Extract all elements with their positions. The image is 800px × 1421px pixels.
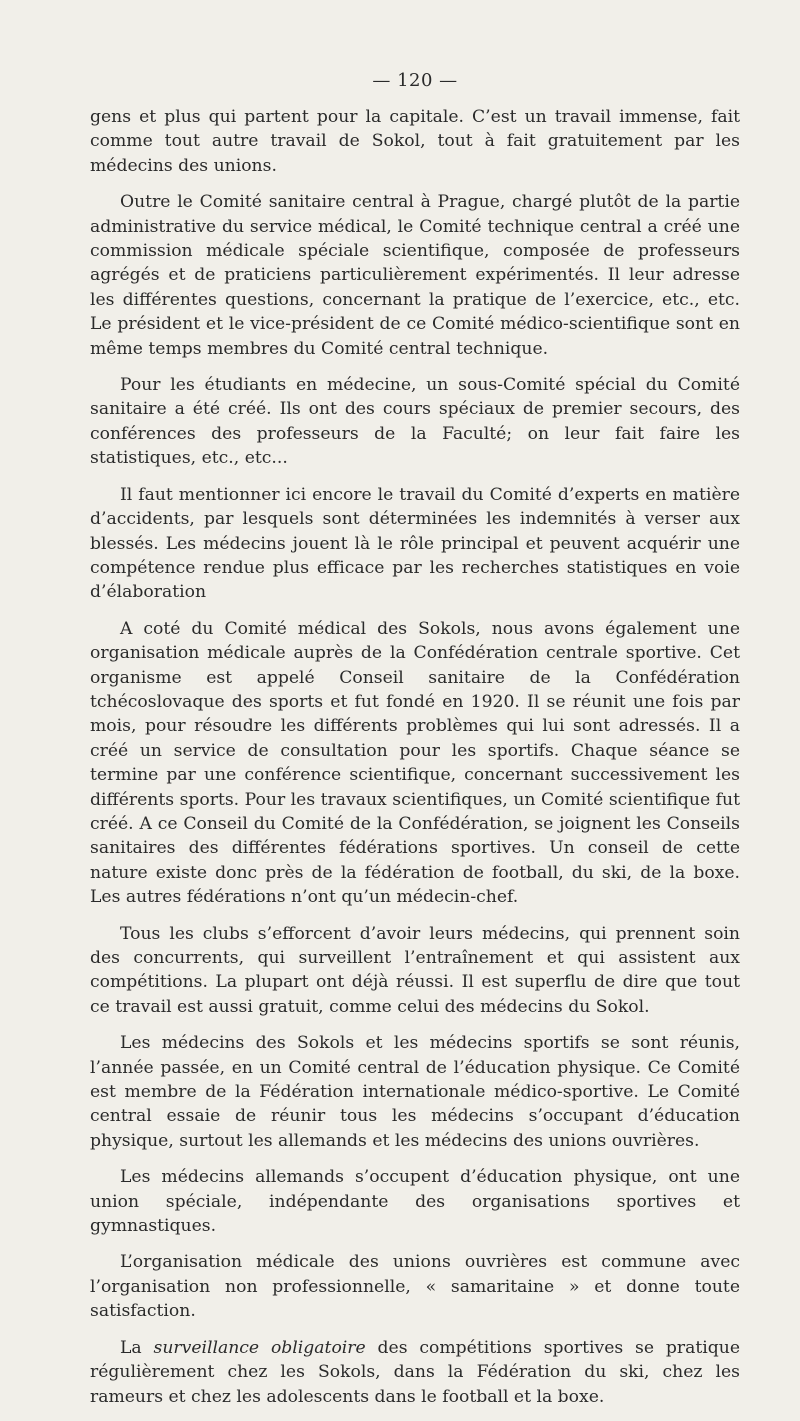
page-number: — 120 — — [372, 70, 458, 91]
paragraph-9: L’organisation médicale des unions ouvrières est commune avec l’organisation non professionnelle, « samaritaine » et donne toute satisfaction. — [90, 1252, 740, 1322]
paragraph-10-end: des compétitions sportives se pratique régulièrement chez les Sokols, dans la Fédération du ski, chez les rameurs et chez les adolescents dans le football et la boxe. — [90, 1337, 740, 1407]
emphasis-text: surveillance obligatoire — [153, 1337, 366, 1358]
paragraph-10 — [90, 1336, 740, 1409]
document-page — [90, 70, 740, 1421]
paragraph-1: gens et plus qui partent pour la capitale. C’est un travail immense, fait comme tout autre travail de Sokol, tout à fait gratuitement par les médecins des unions. — [90, 107, 740, 176]
paragraph-4: Il faut mentionner ici encore le travail du Comité d’experts en matière d’accidents, par lesquels sont déterminées les indemnités à verser aux blessés. Les médecins jouent là le rôle principal et peuvent acquérir une compétence rendue plus efficace par les recherches statistiques en voie d’élaboration — [90, 484, 740, 603]
paragraph-6: Tous les clubs s’efforcent d’avoir leurs médecins, qui prennent soin des concurrents, qui surveillent l’entraînement et qui assistent aux compétitions. La plupart ont déjà réussi. Il est superflu de dire que tout ce travail est aussi gratuit, comme celui des médecins du Sokol. — [90, 923, 740, 1017]
paragraph-7: Les médecins des Sokols et les médecins sportifs se sont réunis, l’année passée, en un Comité central de l’éducation physique. Ce Comité est membre de la Fédération internationale médico-sportive. Le Comité central essaie de réunir tous les médecins s’occupant d’éducation physique, surtout les allemands et les médecins des unions ouvrières. — [90, 1033, 740, 1151]
paragraph-8: Les médecins allemands s’occupent d’éducation physique, ont une union spéciale, indépendante des organisations sportives et gymnastiques. — [90, 1167, 740, 1237]
paragraph-10-start: La — [120, 1337, 154, 1358]
paragraph-2: Outre le Comité sanitaire central à Prague, chargé plutôt de la partie administrative du service médical, le Comité technique central a créé une commission médicale spéciale scientifique, composée de professeurs agrégés et de praticiens particulièrement expérimentés. Il leur adresse les différentes questions, concernant la pratique de l’exercice, etc., etc. Le président et le vice-président de ce Comité médico-scientifique sont en même temps membres du Comité central technique. — [90, 192, 740, 359]
paragraph-3: Pour les étudiants en médecine, un sous-Comité spécial du Comité sanitaire a été créé. Ils ont des cours spéciaux de premier secours, des conférences des professeurs de la Faculté; on leur fait faire les statistiques, etc., etc... — [90, 375, 740, 469]
paragraph-5: A coté du Comité médical des Sokols, nous avons également une organisation médicale auprès de la Confédération centrale sportive. Cet organisme est appelé Conseil sanitaire de la Confédération tchécoslovaque des sports et fut fondé en 1920. Il se réunit une fois par mois, pour résoudre les différents problèmes qui lui sont adressés. Il a créé un service de consultation pour les sportifs. Chaque séance se termine par une conférence scientifique, concernant successivement les différents sports. Pour les travaux scientifiques, un Comité scientifique fut créé. A ce Conseil du Comité de la Confédération, se joignent les Conseils sanitaires des différentes fédérations sportives. Un conseil de cette nature existe donc près de la fédération de football, du ski, de la boxe. Les autres fédérations n’ont qu’un médecin-chef. — [90, 618, 740, 908]
